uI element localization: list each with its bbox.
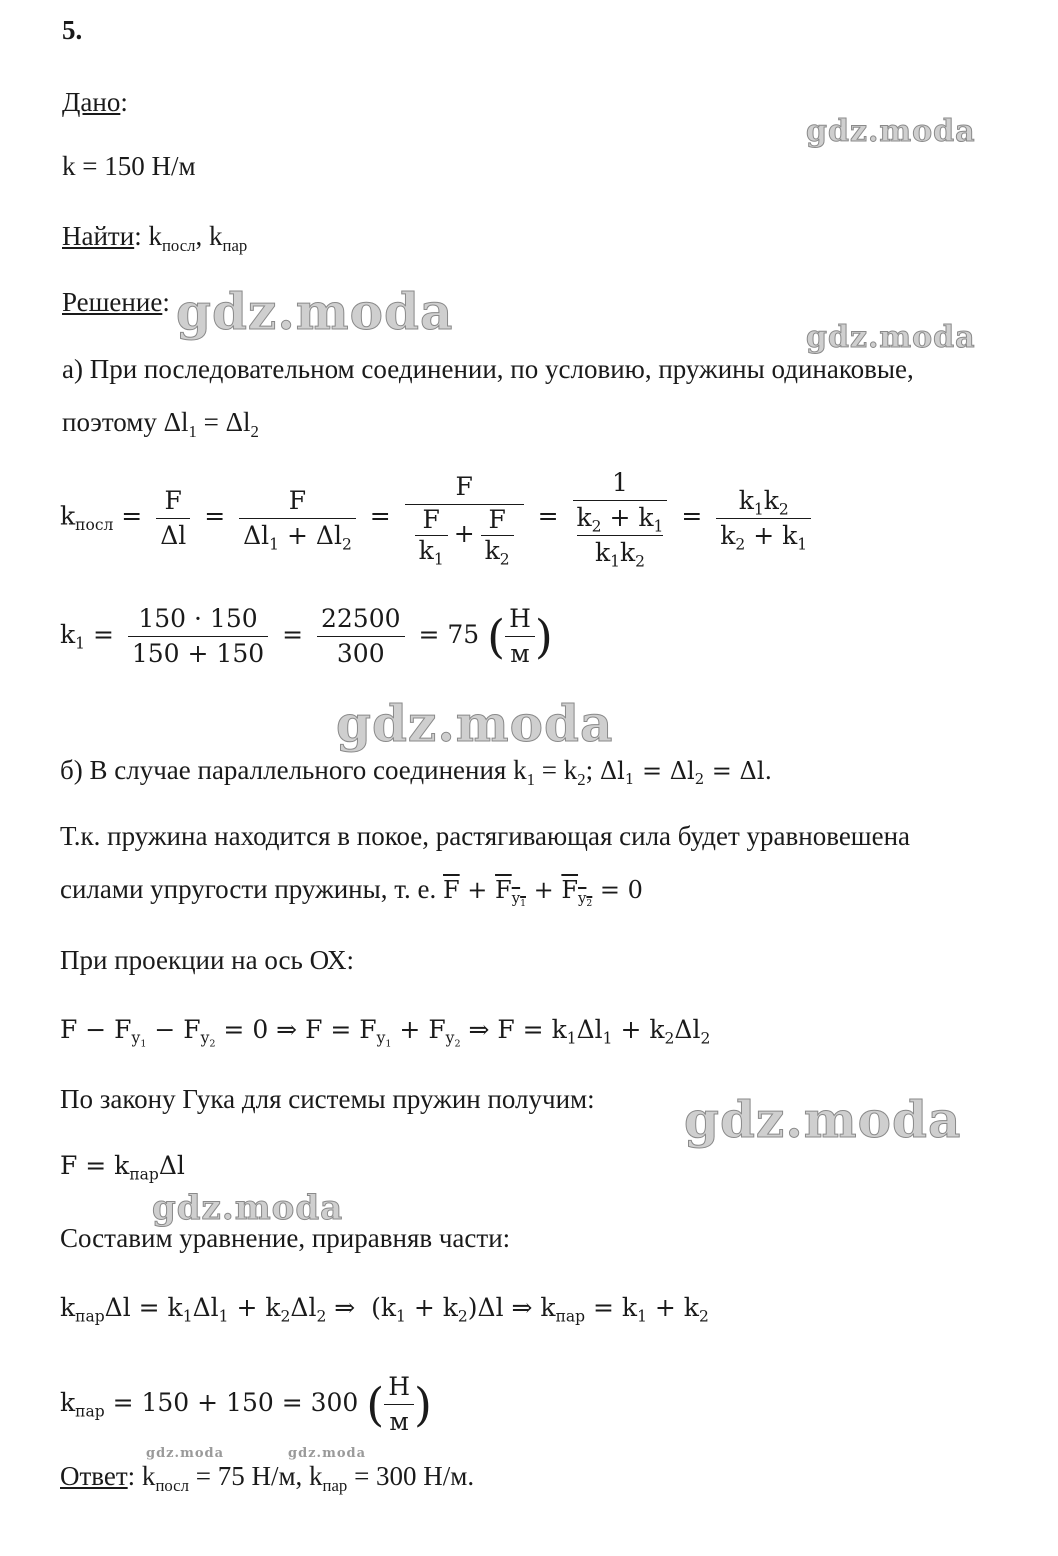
answer-label: Ответ xyxy=(60,1461,128,1491)
watermark-logo: gdz.moda xyxy=(336,694,614,753)
watermark-logo: gdz.moda xyxy=(806,320,976,355)
part-b-line: б) В случае параллельного соединения $k_1 = k_2$; $\Delta l_1 = \Delta l_2 = \Delta l$. xyxy=(60,755,773,789)
projection-label: При проекции на ось ОХ: xyxy=(60,945,354,975)
given-heading: Дано: xyxy=(62,87,128,117)
projection-formula: $F - F_{y_1} - F_{y_2} = 0$ ⇒ $F = F_{y_1} + F_{y_2}$ ⇒ $F = k_1\Delta l_1 + k_2\Delta l_2$ xyxy=(60,1015,711,1050)
find-label: Найти xyxy=(62,221,135,251)
solution-label: Решение xyxy=(62,287,163,317)
find-line: Найти: $k_{посл}$, $k_{пар}$ xyxy=(62,221,248,255)
watermark-logo: gdz.moda xyxy=(806,114,976,149)
given-label: Дано xyxy=(62,87,121,117)
problem-number: 5. xyxy=(62,15,83,45)
hooke-formula: $F = k_{пар}\Delta l$ xyxy=(60,1151,185,1184)
part-a-line1: а) При последовательном соединении, по условию, пружины одинаковые, xyxy=(62,354,914,384)
parallel-calc: $k_{пар} = 150 + 150 = 300$ ( $\frac{Н}{м}$ ) xyxy=(60,1372,432,1436)
series-calc: $k_1$ = $\frac{150 \cdot 150}{150 + 150}$ = $\frac{22500}{300}$ = 75 ( $\frac{Н}{м}$ ) xyxy=(60,604,553,668)
answer-line: Ответ: $k_{посл} = 75$ Н/м, $k_{пар} = 300$ Н/м. xyxy=(60,1461,475,1495)
given-value: k = 150 Н/м xyxy=(62,151,196,181)
equilibrium-line1: Т.к. пружина находится в покое, растягивающая сила будет уравновешена xyxy=(60,821,911,851)
parallel-formula: $k_{пар}\Delta l = k_1\Delta l_1 + k_2\Delta l_2$ ⇒ $(k_1 + k_2)\Delta l$ ⇒ $k_{пар} = k_1 + k_2$ xyxy=(60,1293,709,1326)
series-formula: $k_{посл}$ = $\frac{F}{\Delta l}$ = $\frac{F}{\Delta l_1 + \Delta l_2}$ = F $\frac{F}{k_1}$ + $\frac{F}{k_2}$ = 1 $k_2 + k_1$ $k_1k_2$ = $\frac{k_1k_2}{k_2 + k_1}$ xyxy=(60,466,817,570)
equilibrium-line2: силами упругости пружины, т. е. $\overline{F} + F_{y_1} + F_{y_2} = 0$ xyxy=(60,874,643,910)
watermark-logo: gdz.moda xyxy=(146,1446,225,1461)
part-a-line2: поэтому $\Delta l_1 = \Delta l_2$ xyxy=(62,407,259,441)
compose-text: Составим уравнение, приравняв части: xyxy=(60,1223,511,1253)
solution-heading: Решение: xyxy=(62,287,170,317)
watermark-logo: gdz.moda xyxy=(684,1090,962,1149)
watermark-logo: gdz.moda xyxy=(176,282,454,341)
watermark-logo: gdz.moda xyxy=(152,1188,344,1228)
hooke-text: По закону Гука для системы пружин получим: xyxy=(60,1084,595,1114)
watermark-logo: gdz.moda xyxy=(288,1446,367,1461)
